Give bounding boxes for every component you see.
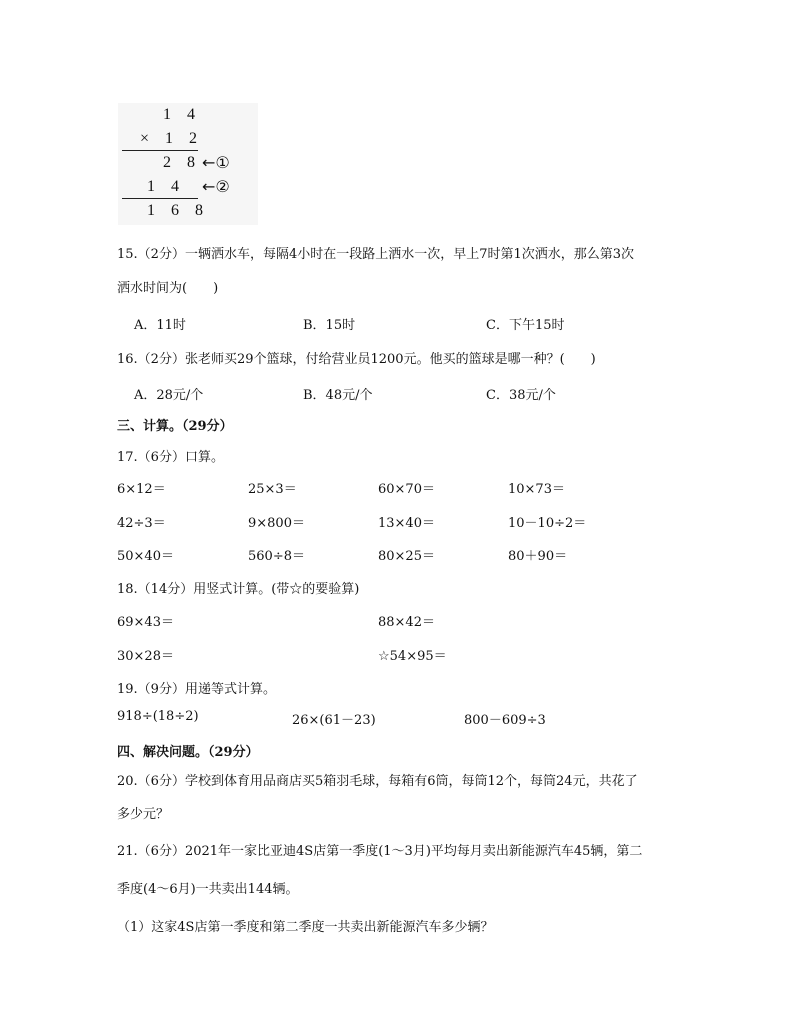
q20-text-line2: 多少元？ <box>117 807 170 822</box>
q19-item: 918÷(18÷2) <box>117 709 199 724</box>
q17-item: 80＋90＝ <box>508 549 568 564</box>
q17-item: 50×40＝ <box>117 549 174 564</box>
vm-line-1 <box>122 150 198 151</box>
section-3-title: 三、计算。（29分） <box>117 419 233 434</box>
q18-item: 69×43＝ <box>117 615 174 630</box>
q18-title: 18.（14分）用竖式计算。(带☆的要验算) <box>117 582 360 597</box>
q21-text-line1: 21.（6分）2021年一家比亚迪4S店第一季度(1～3月)平均每月卖出新能源汽车45辆，第二 <box>117 844 643 859</box>
q21-text-line2: 季度(4～6月)一共卖出144辆。 <box>117 882 299 897</box>
q15-option-b: B．15时 <box>303 318 356 333</box>
q16-option-c: C．38元/个 <box>486 388 556 403</box>
q20-text-line1: 20.（6分）学校到体育用品商店买5箱羽毛球，每箱有6筒，每筒12个，每筒24元，共花了 <box>117 774 638 789</box>
q17-item: 10×73＝ <box>508 482 565 497</box>
vm-line-2 <box>122 198 198 199</box>
q17-item: 560÷8＝ <box>248 549 305 564</box>
q17-item: 6×12＝ <box>117 482 166 497</box>
q17-item: 25×3＝ <box>248 482 297 497</box>
q18-item: 30×28＝ <box>117 649 174 664</box>
q17-title: 17.（6分）口算。 <box>117 450 224 465</box>
q19-item: 26×(61－23) <box>292 713 376 728</box>
arrow-label-1: ←① <box>202 153 230 172</box>
q15-option-c: C．下午15时 <box>486 318 565 333</box>
q17-item: 42÷3＝ <box>117 516 166 531</box>
q17-item: 13×40＝ <box>378 516 435 531</box>
q17-item: 60×70＝ <box>378 482 435 497</box>
vm-row-3: 2 8 <box>163 154 201 171</box>
vm-row-5: 1 6 8 <box>147 202 209 219</box>
vm-row-4: 1 4 <box>147 178 185 195</box>
q18-item-starred: ☆54×95＝ <box>378 649 447 664</box>
q17-item: 80×25＝ <box>378 549 435 564</box>
vm-row-2: × 1 2 <box>140 130 204 147</box>
q18-item: 88×42＝ <box>378 615 435 630</box>
vm-row-1: 1 4 <box>163 106 201 123</box>
q19-item: 800－609÷3 <box>464 713 546 728</box>
q17-item: 9×800＝ <box>248 516 305 531</box>
q19-title: 19.（9分）用递等式计算。 <box>117 682 276 697</box>
q16-option-a: A．28元/个 <box>134 388 204 403</box>
q15-text-line1: 15.（2分）一辆洒水车，每隔4小时在一段路上洒水一次，早上7时第1次洒水，那么第3次 <box>117 247 635 262</box>
section-4-title: 四、解决问题。（29分） <box>117 745 259 760</box>
q17-item: 10－10÷2＝ <box>508 516 587 531</box>
q15-text-line2: 洒水时间为( ) <box>117 281 219 296</box>
q15-option-a: A．11时 <box>134 318 186 333</box>
q16-option-b: B．48元/个 <box>303 388 373 403</box>
arrow-label-2: ←② <box>202 177 230 196</box>
q21-subquestion-1: （1）这家4S店第一季度和第二季度一共卖出新能源汽车多少辆？ <box>117 920 494 935</box>
q16-text: 16.（2分）张老师买29个篮球，付给营业员1200元。他买的篮球是哪一种？( ) <box>117 352 596 367</box>
